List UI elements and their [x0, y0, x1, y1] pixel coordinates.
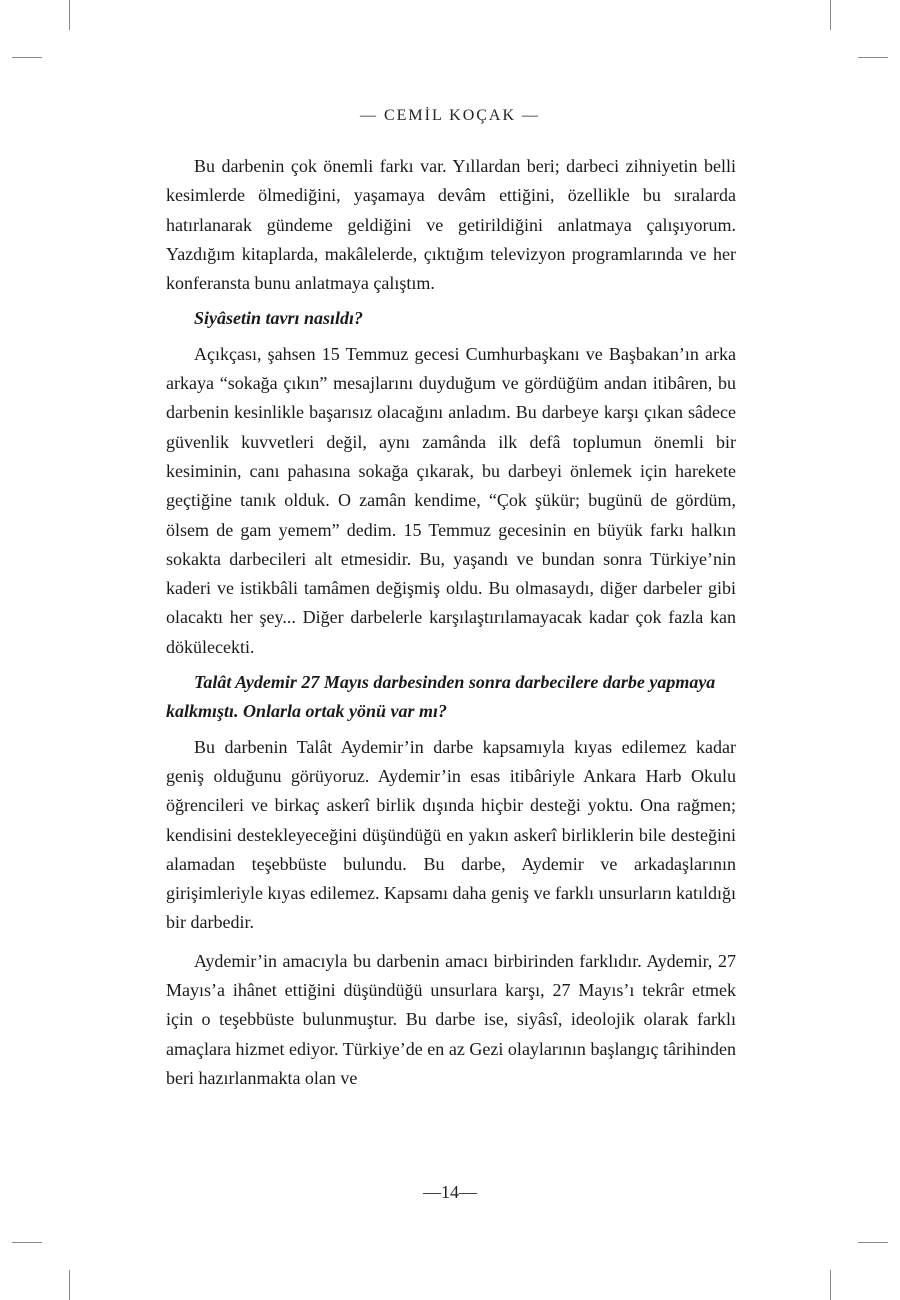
- crop-mark: [830, 0, 831, 30]
- paragraph: Açıkçası, şahsen 15 Temmuz gecesi Cumhurbaşkanı ve Başbakan’ın arka arkaya “sokağa çıkın” mesajlarını duyduğum ve gördüğüm andan itibâren, bu darbenin kesinlikle başarısız olacağını anladım. Bu darbeye karşı çıkan sâdece güvenlik kuvvetleri değil, aynı zamânda ilk defâ toplumun önemli bir kesiminin, canı pahasına sokağa çıkarak, bu darbeyi önlemek için harekete geçtiğine tanık olduk. O zamân kendime, “Çok şükür; bugünü de gördüm, ölsem de gam yemem” dedim. 15 Temmuz gecesinin en büyük farkı halkın sokakta darbecileri alt etmesidir. Bu, yaşandı ve bundan sonra Türkiye’nin kaderi ve istikbâli tamâmen değişmiş oldu. Bu olmasaydı, diğer darbeler gibi olacaktı her şey... Diğer darbelerle karşılaştırılamayacak kadar çok fazla kan dökülecekti.: [166, 343, 736, 657]
- interview-question: Siyâsetin tavrı nasıldı?: [194, 308, 364, 329]
- paragraph: Aydemir’in amacıyla bu darbenin amacı birbirinden farklıdır. Aydemir, 27 Mayıs’a ihânet ettiğini düşündüğü unsurlara karşı, 27 Mayıs’ı tekrâr etmek için o teşebbüste bulunmuştur. Bu darbe ise, siyâsî, ideolojik olarak farklı amaçlara hizmet ediyor. Türkiye’de en az Gezi olaylarının başlangıç târihinden beri hazırlanmakta olan ve: [166, 950, 736, 1088]
- page-number: —14—: [423, 1182, 477, 1202]
- crop-mark: [830, 1270, 831, 1300]
- crop-mark: [69, 0, 70, 30]
- crop-mark: [12, 1242, 42, 1243]
- crop-mark: [858, 1242, 888, 1243]
- crop-mark: [858, 57, 888, 58]
- paragraph: Bu darbenin çok önemli farkı var. Yıllardan beri; darbeci zihniyetin belli kesimlerde ölmediğini, yaşamaya devâm ettiğini, özellikle bu sıralarda hatırlanarak gündeme geldiğini ve getirildiğini anlatmaya çalışıyorum. Yazdığım kitaplarda, makâlelerde, çıktığım televizyon programlarında ve her konferansta bunu anlatmaya çalıştım.: [166, 156, 736, 294]
- page-body: [166, 152, 736, 1093]
- running-header: — CEMİL KOÇAK —: [359, 107, 541, 124]
- crop-mark: [69, 1270, 70, 1300]
- interview-question: Talât Aydemir 27 Mayıs darbesinden sonra darbecilere darbe yapmaya kalkmıştı. Onlarla ortak yönü var mı?: [166, 672, 716, 722]
- crop-mark: [12, 57, 42, 58]
- paragraph: Bu darbenin Talât Aydemir’in darbe kapsamıyla kıyas edilemez kadar geniş olduğunu görüyoruz. Aydemir’in esas itibâriyle Ankara Harb Okulu öğrencileri ve birkaç askerî birlik dışında hiçbir desteği yoktu. Ona rağmen; kendisini destekleyeceğini düşündüğü en yakın askerî birliklerin bile desteğini alamadan teşebbüste bulundu. Bu darbe, Aydemir ve arkadaşlarının girişimleriyle kıyas edilemez. Kapsamı daha geniş ve farklı unsurların katıldığı bir darbedir.: [166, 736, 736, 933]
